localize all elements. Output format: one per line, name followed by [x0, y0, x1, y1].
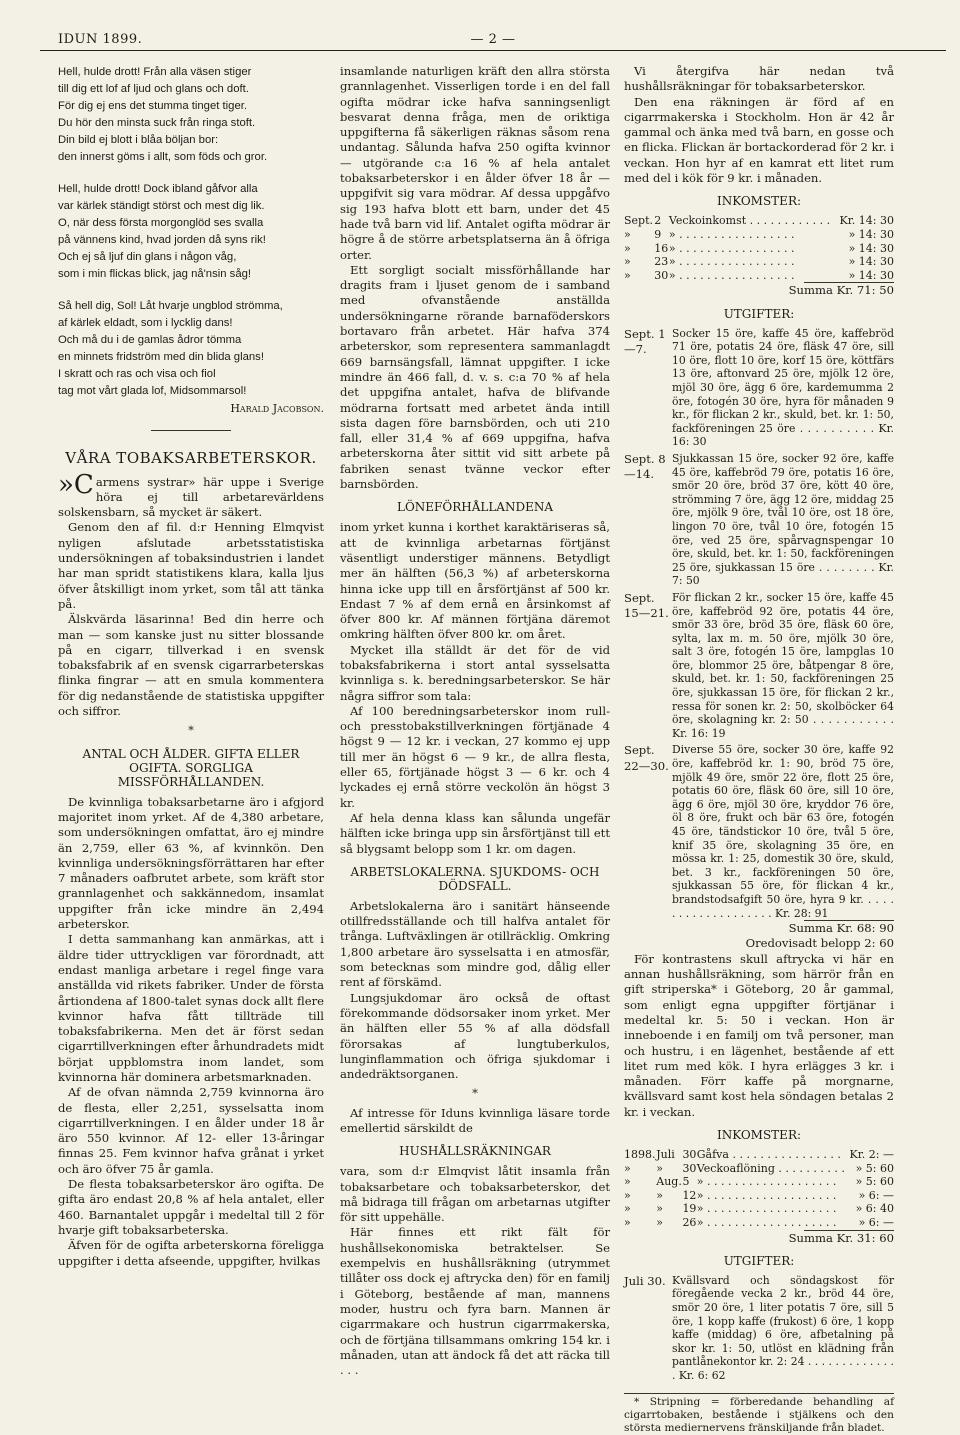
- table-cell: 16: [654, 241, 669, 255]
- page-header: [40, 30, 946, 51]
- poem-line: tag mot vårt glada lof, Midsommarsol!: [58, 385, 247, 397]
- table-cell: 26: [682, 1216, 697, 1229]
- paragraph: De kvinnliga tobaksarbetarne äro i afgjord majoritet inom yrket. Af de 4,380 arbetare, som undersökningen omfattat, äro ej mindre än 2,759, eller 63 %, af kvinnkön. Den kvinnliga undersökningsförrättaren har efter 7 månaders oafbrutet arbete, som kräft stor grannlagenhet och sakkännedom, insamlat uppgifter från icke mindre än 2,494 arbeterskor.: [58, 794, 324, 932]
- paragraph: vara, som d:r Elmqvist låtit insamla från tobaksarbetare och tobaksarbeterskor, det må bidraga till frågan om arbetarnas utgifter för sitt uppehälle.: [340, 1164, 610, 1225]
- table-cell: » 14: 30: [848, 268, 894, 282]
- divider: [151, 430, 231, 431]
- table-row: [624, 242, 894, 256]
- table-cell: »: [656, 1161, 663, 1175]
- table-cell: Kr. 14: 30: [839, 214, 894, 228]
- table-row: [624, 1175, 894, 1189]
- table-cell: »: [624, 1188, 631, 1202]
- table-row: [624, 214, 894, 228]
- table-cell: » 5: 60: [855, 1175, 894, 1189]
- poem-stanza: [58, 298, 324, 400]
- table-cell: Kr. 2: —: [849, 1148, 894, 1162]
- table-cell: 19: [682, 1202, 697, 1216]
- poem-line: Och ej så ljuf din glans i någon våg,: [58, 251, 237, 263]
- poem-line: Din bild ej blott i blåa böljan bor:: [58, 134, 219, 146]
- poem-line: till dig ett lof af ljud och glans och doft.: [58, 83, 249, 95]
- income-sum: Summa Kr. 31: 60: [788, 1230, 894, 1245]
- paragraph: Älskvärda läsarinna! Bed din herre och man — som kanske just nu sitter blossande på en cigarr, tillverkad i en svensk tobaksfabrik af en svensk cigarrarbeterskas flinka fingrar — att en smula kommentera för dig nedanstående de statistiska uppgifter och siffror.: [58, 612, 324, 719]
- table-heading: UTGIFTER:: [723, 1253, 795, 1268]
- income-sum: Summa Kr. 71: 50: [788, 283, 894, 298]
- table-cell: » 6: —: [858, 1216, 894, 1229]
- table-cell: 30: [654, 268, 669, 282]
- table-cell: »: [624, 227, 631, 241]
- table-cell: » 14: 30: [848, 255, 894, 269]
- expense-text: För flickan 2 kr., socker 15 öre, kaffe 45 öre, kaffebröd 92 öre, potatis 44 öre, smör 33 öre, bröd 35 öre, fläsk 60 öre, sylta, lax m. m. 50 öre, mjölk 30 öre, salt 3 öre, fotogén 15 öre, lampglas 10 öre, blommor 25 öre, båtpengar 8 öre, skuld, bet. kr. 1: 50, fackföreningen 25 öre, sjukkassan 15 öre, för flickan 2 kr., ressa för sonen kr. 2: 50, skolböcker 64 öre, skolagning kr. 2: 50 . . . . . . . . . . . Kr. 16: 19: [672, 590, 894, 740]
- table-cell: Veckoaflöning . . . . . . . . . .: [696, 1161, 845, 1175]
- table-cell: 30: [682, 1148, 697, 1162]
- table-cell: 1898.: [624, 1148, 656, 1162]
- table-cell: 2: [654, 214, 662, 228]
- table-cell: »: [624, 1161, 631, 1175]
- paragraph: Lungsjukdomar äro också de oftast förekommande dödsorsaker inom yrket. Mer än hälften eller 55 % af alla dödsfall förorsakas af lungtuberkulos, lunginflammation och öfriga sjukdomar i andedräktsorganen.: [340, 990, 610, 1082]
- table-cell: » . . . . . . . . . . . . . . . . .: [668, 268, 795, 282]
- paragraph: Genom den af fil. d:r Henning Elmqvist nyligen afslutade arbetsstatistiska undersökningen af tobaksindustrien i landet har man spridt statistikens klara, kalla ljus öfver åtskilligt inom yrket, som tål att tänka på.: [58, 520, 324, 611]
- expense-entry: [624, 327, 894, 449]
- article-title: VÅRA TOBAKSARBETERSKOR.: [65, 449, 317, 468]
- table-cell: » 5: 60: [855, 1161, 894, 1175]
- asterism: *: [188, 723, 194, 738]
- poem-stanza: [58, 64, 324, 166]
- paragraph: insamlande naturligen kräft den allra största grannlagenhet. Visserligen torde i en del fall ogifta mödrar icke hafva sanningsenligt besvarat denna fråga, men de oriktiga uppgifterna få säkerligen räknas såsom rena undantag. Sålunda hafva 250 ogifta kvinnor — utgörande c:a 16 % af hela antalet tobaksarbeterskor i en ålder öfver 18 år — uppgifvit sig vara mödrar. Af dessa uppgåfvo sig 193 hafva blott ett barn, under det 45 hade två barn vid lif. Antalet ogifta mödrar är högre å de större arbetsplatserna än å öfriga orter.: [340, 64, 610, 262]
- table-cell: Juli: [656, 1148, 675, 1162]
- table-cell: » 6: 40: [855, 1202, 894, 1216]
- table-cell: » . . . . . . . . . . . . . . . . .: [668, 255, 795, 269]
- table-cell: 30: [682, 1161, 697, 1175]
- expense-entry: [624, 743, 894, 920]
- table-heading: INKOMSTER:: [716, 194, 802, 209]
- section-heading: HUSHÅLLSRÄKNINGAR: [399, 1144, 551, 1159]
- paragraph: Mycket illa ställdt är det för de vid tobaksfabrikerna i stort antal sysselsatta kvinnliga s. k. beredningsarbeterskor. Se här några siffror som tala:: [340, 642, 610, 703]
- column-3: [624, 64, 894, 1435]
- table-row: [624, 1202, 894, 1216]
- table-row: [624, 1216, 894, 1230]
- poem-signature: Harald Jacobson.: [230, 402, 324, 415]
- table-cell: Sept.: [624, 214, 654, 228]
- paragraph: Af de ofvan nämnda 2,759 kvinnorna äro de flesta, eller 2,251, sysselsatta inom cigarrtillverkningen. I en ålder under 18 år äro 550 kvinnor. Af 12- eller 13-åringar finnas 25. Fem kvinnor hafva grånat i yrket och äro öfver 75 år gamla.: [58, 1085, 324, 1176]
- paragraph: Af 100 beredningsarbeterskor inom rull- och presstobakstillverkningen förtjänade 4 högst 9 — 12 kr. i veckan, 27 kommo ej upp till mer än högst 6 — 9 kr., de allra flesta, eller 65, förtjänade högst 3 — 6 kr. och 4 lyckades ej ernå större veckolön än högst 3 kr.: [340, 703, 610, 810]
- table-cell: 12: [682, 1188, 697, 1202]
- table-row: [624, 228, 894, 242]
- poem-line: Hell, hulde drott! Dock ibland gåfvor alla: [58, 183, 258, 195]
- unaccounted-amount: Oredovisadt belopp 2: 60: [745, 936, 894, 951]
- expense-entry: [624, 452, 894, 588]
- table-cell: » 14: 30: [848, 227, 894, 241]
- paragraph: Ett sorgligt socialt missförhållande har dragits fram i ljuset genom de i samband med ofvanstående anställda undersökningarne rörande barnaföderskors bortavaro från arbetet. Här hafva 374 arbeterskor, som representera sammanlagdt 669 barnsängsfall, lämnat uppgifter. I icke mindre än 466 fall, d. v. s. c:a 70 % af hela det uppgifna antalet, hafva de blifvande mödrarna fortsatt med arbetet ända intill sista dagen före barnsbörden, och uti 210 fall, eller 31,4 % af 669 uppgifna, hafva arbeterskorna åter sittit vid sitt arbete på fabriken senast tvänne veckor efter barnsbörden.: [340, 262, 610, 492]
- table-cell: » 6: —: [858, 1188, 894, 1202]
- table-cell: »: [624, 1202, 631, 1216]
- expense-list: [624, 327, 894, 921]
- paragraph: I detta sammanhang kan anmärkas, att i äldre tider uttryckligen var förordnadt, att endast manliga arbetare i regel finge vara anställda vid rikets fabriker. Under de första årtiondena af 1800-talet synas dock allt flere kvinnor hafva fått tillträde till tobaksfabrikerna. Men det är först sedan cigarrtillverkningen efter århundradets midt börjat uppblomstra inom landet, som kvinnorna här dominera arbetsmarknaden.: [58, 932, 324, 1084]
- poem-line: på vännens kind, hvad jorden då syns rik!: [58, 234, 266, 246]
- table-cell: »: [624, 268, 631, 282]
- table-cell: » . . . . . . . . . . . . . . . . .: [668, 227, 795, 241]
- table-cell: »: [624, 255, 631, 269]
- column-1: [58, 64, 324, 1269]
- income-table: [624, 1148, 894, 1230]
- paragraph: De flesta tobaksarbeterskor äro ogifta. De gifta äro endast 20,8 % af hela antalet, eller 460. Barnantalet uppgår i medeltal till 2 för hvarje gift tobaksarbeterska.: [58, 1177, 324, 1237]
- paragraph: Af intresse för Iduns kvinnliga läsare torde emellertid särskildt de: [340, 1105, 610, 1135]
- expense-date: Sept. 15—21.: [624, 590, 669, 621]
- poem-line: af kärlek eldadt, som i lycklig dans!: [58, 317, 233, 329]
- poem-line: var kärlek ständigt störst och mest dig lik.: [58, 200, 265, 212]
- page-number: — 2 —: [470, 32, 516, 47]
- expense-sum: Summa Kr. 68: 90: [788, 921, 894, 936]
- poem-line: Så hell dig, Sol! Låt hvarje ungblod strömma,: [58, 300, 283, 312]
- section-heading: ARBETSLOKALERNA. SJUKDOMS- OCH DÖDSFALL.: [350, 864, 600, 893]
- poem-line: Hell, hulde drott! Från alla väsen stiger: [58, 66, 252, 78]
- paragraph: För kontrastens skull aftrycka vi här en annan hushållsräkning, som härrör från en gift striperska* i Göteborg, 20 år gammal, som enligt egna uppgifter förtjänar i medeltal kr. 5: 50 i veckan. Hon är inneboende i en familj om två personer, man och hustru, i en lägenhet, bestående af ett litet rum med kök. I hyra erlägges 3 kr. i månaden. Förr kaffe på morgnarne, kvällsvard samt kost hela söndagen betalas 2 kr. i veckan.: [624, 951, 894, 1119]
- paragraph: Af hela denna klass kan sålunda ungefär hälften icke bringa upp sin årsförtjänst till ett så blygsamt belopp som 1 kr. om dagen.: [340, 810, 610, 856]
- poem-line: O, när dess första morgonglöd ses svalla: [58, 217, 264, 229]
- expense-date: Juli 30.: [624, 1273, 666, 1288]
- table-cell: »: [656, 1202, 663, 1216]
- expense-entry: [624, 591, 894, 741]
- table-heading: UTGIFTER:: [723, 306, 795, 321]
- issue-label: IDUN 1899.: [58, 32, 143, 47]
- table-cell: »: [656, 1188, 663, 1202]
- income-table: [624, 214, 894, 282]
- expense-text: Socker 15 öre, kaffe 45 öre, kaffebröd 71 öre, potatis 24 öre, fläsk 47 öre, sill 10 öre, flott 10 öre, korf 15 öre, köttfärs 13 öre, aftonvard 25 öre, mjölk 12 öre, mjöl 30 öre, ägg 6 öre, kardemumma 2 öre, fotogén 30 öre, hyra för månaden 9 kr., för flickan 2 kr., skuld, bet. kr. 1: 50, fackföreningen 25 öre . . . . . . . . . . Kr. 16: 30: [672, 326, 894, 449]
- asterism: *: [472, 1086, 478, 1101]
- poem-line: som i min flickas blick, jag nå'nsin såg!: [58, 268, 252, 280]
- table-cell: 9: [654, 227, 662, 241]
- expense-entry: [624, 1274, 894, 1383]
- table-cell: » . . . . . . . . . . . . . . . . . . .: [696, 1202, 837, 1216]
- table-heading: INKOMSTER:: [716, 1128, 802, 1143]
- expense-text: Sjukkassan 15 öre, socker 92 öre, kaffe 45 öre, kaffebröd 79 öre, potatis 16 öre, smör 20 öre, bröd 37 öre, kött 40 öre, strömming 7 öre, ägg 12 öre, middag 25 öre, mjölk 9 öre, tvål 10 öre, ost 18 öre, lingon 70 öre, tvål 10 öre, fotogén 15 öre, ved 25 öre, spårvagnspengar 10 öre, skuld, bet. kr. 1: 50, fackföreningen 25 öre, sjukkassan 15 öre . . . . . . . . Kr. 7: 50: [672, 451, 894, 588]
- table-cell: »: [656, 1216, 663, 1229]
- paragraph: Äfven för de ogifta arbeterskorna föreligga uppgifter i detta afseende, uppgifter, hvilkas: [58, 1238, 324, 1268]
- table-cell: » . . . . . . . . . . . . . . . . . . .: [696, 1188, 837, 1202]
- table-cell: »: [624, 241, 631, 255]
- paragraph: Här finnes ett rikt fält för hushållsekonomiska betraktelser. Se exempelvis en hushållsräkning (utrymmet tillåter oss dock ej aftrycka den) för en familj i Göteborg, bestående af man, mannens moder, hustru och fyra barn. Mannen är cigarrmakare och hustrun cigarrmakerska, och de förtjäna tillsammans omkring 154 kr. i månaden, utan att ändock få det att räcka till . . .: [340, 1225, 610, 1378]
- expense-text: Diverse 55 öre, socker 30 öre, kaffe 92 öre, kaffebröd kr. 1: 90, bröd 75 öre, mjölk 49 öre, smör 22 öre, flott 25 öre, potatis 60 öre, fläsk 60 öre, sill 10 öre, ägg 6 öre, mjöl 30 öre, kryddor 76 öre, öl 8 öre, frukt och bär 63 öre, fotogén 45 öre, tändstickor 10 öre, tvål 5 öre, knif 35 öre, skolagning 35 öre, en mössa kr. 1: 25, domestik 30 öre, skuld, bet. 3 kr., fackföreningen 50 öre, sjukkassan 55 öre, för flickan 4 kr., brandstodsafgift 50 öre, hyra 9 kr. . . . . . . . . . . . . . . . . . . . Kr. 28: 91: [672, 743, 894, 920]
- table-row: [624, 269, 894, 283]
- paragraph: Vi återgifva här nedan två hushållsräkningar för tobaksarbeterskor.: [624, 64, 894, 94]
- poem-line: den innerst göms i allt, som föds och gror.: [58, 151, 268, 163]
- table-cell: » . . . . . . . . . . . . . . . . .: [668, 241, 795, 255]
- table-cell: » . . . . . . . . . . . . . . . . . . .: [696, 1216, 837, 1229]
- table-cell: 23: [654, 255, 669, 269]
- expense-date: Sept. 8—14.: [624, 451, 666, 482]
- poem-line: Och må du i de gamlas ådror tömma: [58, 334, 242, 346]
- paragraph: Den ena räkningen är förd af en cigarrmakerska i Stockholm. Hon är 42 år gammal och änka med två barn, en gosse och en flicka. Flickan är bortackorderad för 2 kr. i veckan. Hon hyr af en kamrat ett litet rum med del i kök för 9 kr. i månaden.: [624, 94, 894, 186]
- table-cell: »: [624, 1175, 631, 1189]
- table-cell: »: [624, 1216, 631, 1229]
- table-cell: » . . . . . . . . . . . . . . . . . . .: [696, 1175, 837, 1189]
- poem-stanza: [58, 181, 324, 283]
- expense-date: Sept. 22—30.: [624, 743, 669, 773]
- poem-line: För dig ej ens det stumma tinget tiger.: [58, 100, 248, 112]
- dropcap: »C: [58, 469, 94, 500]
- intro-paragraph: »C armens systrar» här uppe i Sverige höra ej till arbetarevärldens solskensbarn, så mycket är säkert.: [58, 469, 324, 520]
- section-heading: ANTAL OCH ÅLDER. GIFTA ELLER OGIFTA. SORGLIGA MISSFÖRHÅLLANDEN.: [82, 746, 300, 789]
- expense-text: Kvällsvard och söndagskost för föregående vecka 2 kr., bröd 44 öre, smör 20 öre, 1 liter potatis 7 öre, sill 5 öre, 1 kopp kaffe (frukost) 6 öre, 1 kopp kaffe (middag) 6 öre, afbetalning på skor kr. 1: 50, utlöst en klädning från pantlånekontor kr. 2: 24 . . . . . . . . . . . . . . Kr. 6: 62: [672, 1273, 894, 1383]
- table-row: [624, 1189, 894, 1203]
- table-cell: Aug.: [656, 1175, 682, 1189]
- poem-line: en minnets fridström med din blida glans!: [58, 351, 264, 363]
- table-row: [624, 1162, 894, 1176]
- paragraph: Arbetslokalerna äro i sanitärt hänseende otillfredsställande och till halfva antalet för trånga. Luftväxlingen är otillräcklig. Omkring 1,800 arbetare äro sysselsatta i en atmosfär, som betecknas som mindre god, dålig eller rent af förskämd.: [340, 898, 610, 990]
- table-cell: 5: [682, 1175, 690, 1189]
- section-heading: LÖNEFÖRHÅLLANDENA: [396, 500, 554, 515]
- expense-list: [624, 1274, 894, 1383]
- table-cell: Veckoinkomst . . . . . . . . . . . .: [668, 214, 831, 228]
- poem: [58, 64, 324, 400]
- table-cell: Gåfva . . . . . . . . . . . . . . . .: [696, 1148, 841, 1162]
- paragraph: inom yrket kunna i korthet karaktäriseras så, att de kvinnliga arbetarnas förtjänst väsentligt understiger männens. Betydligt mer än hälften (56,3 %) af arbeterskorna hinna icke upp till en årsförtjänst af 500 kr. Endast 7 % af dem ernå en årsinkomst af öfver 800 kr. Af männen förtjäna däremot omkring hälften öfver 800 kr. om året.: [340, 520, 610, 642]
- footnote: * Stripning = förberedande behandling af cigarrtobaken, bestående i stjälkens och den största mediernervens fränskiljande från bladet.: [624, 1393, 894, 1435]
- table-cell: » 14: 30: [848, 241, 894, 255]
- table-row: [624, 255, 894, 269]
- column-2: [340, 64, 610, 1378]
- expense-date: Sept. 1—7.: [624, 326, 666, 356]
- table-row: [624, 1148, 894, 1162]
- poem-line: I skratt och ras och visa och fiol: [58, 368, 216, 380]
- poem-line: Du hör den minsta suck från ringa stoft.: [58, 117, 256, 129]
